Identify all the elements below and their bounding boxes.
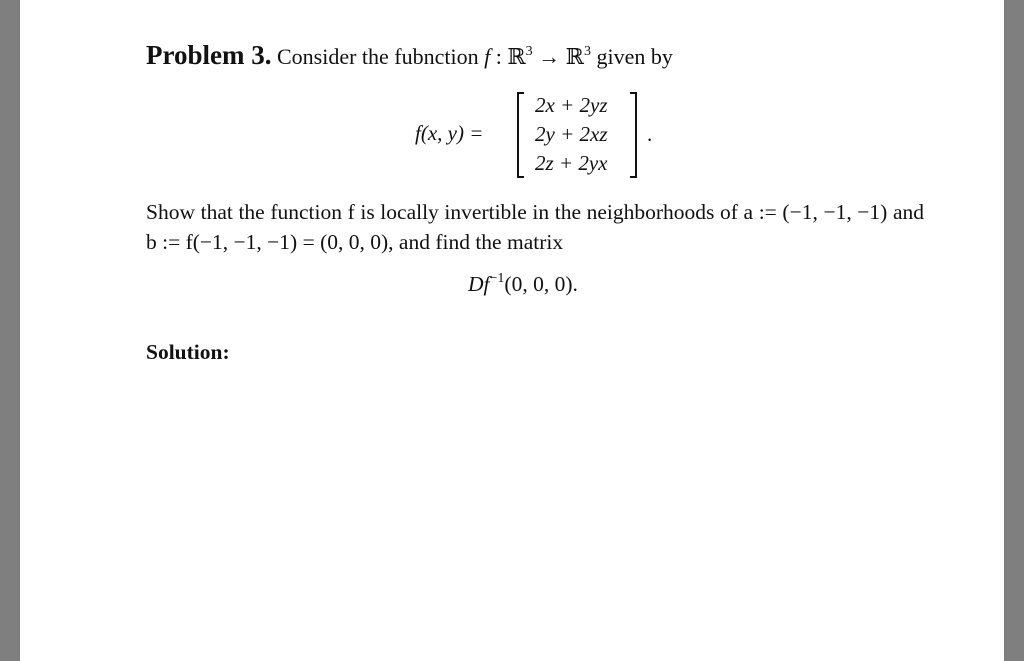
vector-row-1: 2x + 2yz: [535, 93, 608, 117]
derivative-base: Df: [468, 272, 490, 296]
domain-set: ℝ: [507, 44, 526, 69]
domain-exponent: 3: [525, 44, 533, 59]
solution-label: Solution:: [146, 340, 230, 364]
statement-paragraph: Show that the function f is locally invertible in the neighborhoods of a := (−1, −1, −1) and b := f(−1, −1, −1) = (0, 0, 0), and find the matrix: [146, 200, 924, 254]
equation-period: .: [647, 122, 653, 146]
problem-intro: Consider the fubnction: [276, 44, 479, 69]
problem-heading: Problem 3.: [146, 40, 272, 70]
problem-tail: given by: [596, 44, 673, 69]
right-bracket: [630, 92, 637, 178]
problem-statement-line: [146, 40, 673, 71]
maps-to-arrow: →: [532, 44, 566, 69]
function-name: f: [484, 44, 491, 69]
derivative-args: (0, 0, 0).: [504, 272, 578, 296]
column-vector: [517, 92, 637, 178]
colon: :: [490, 44, 508, 69]
document-page: [20, 0, 1004, 661]
codomain-set: ℝ: [565, 44, 584, 69]
inverse-exponent: −1: [489, 271, 505, 286]
vector-row-3: 2z + 2yx: [535, 151, 608, 175]
equation-lhs: f(x, y) =: [415, 121, 484, 145]
left-bracket: [517, 92, 524, 178]
codomain-exponent: 3: [583, 44, 591, 59]
derivative-expression: [468, 271, 578, 297]
vector-row-2: 2y + 2xz: [535, 122, 608, 146]
